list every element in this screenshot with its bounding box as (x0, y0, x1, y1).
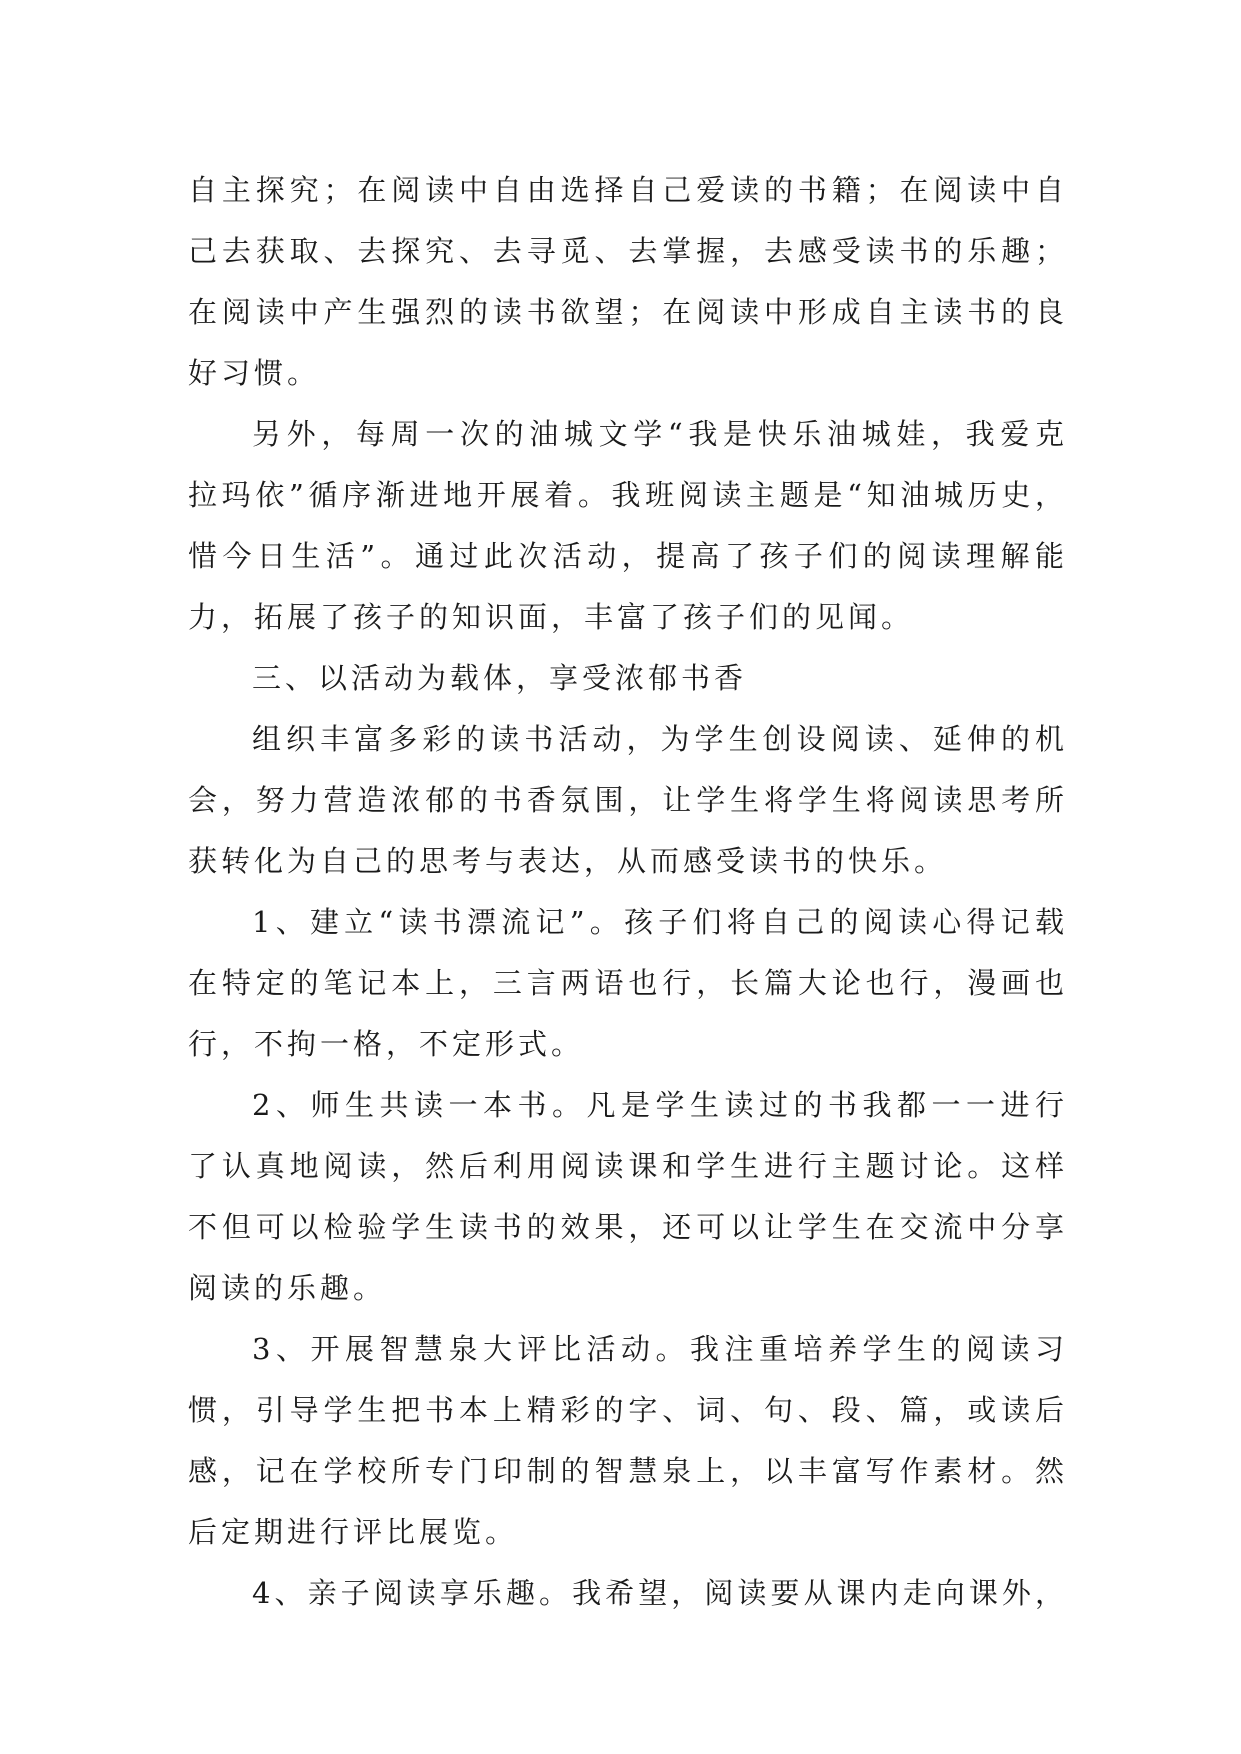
paragraph-2 (188, 404, 1068, 648)
text-line: 2、师生共读一本书。凡是学生读过的书我都一一进行 (252, 1088, 1068, 1122)
text-line: 另外，每周一次的油城文学“我是快乐油城娃，我爱克 (252, 417, 1068, 451)
section-heading (188, 648, 1068, 709)
text-line: 后定期进行评比展览。 (188, 1515, 519, 1549)
text-line: 了认真地阅读，然后利用阅读课和学生进行主题讨论。这样 (188, 1149, 1068, 1183)
text-line: 好习惯。 (188, 356, 321, 390)
list-item-2 (188, 1075, 1068, 1319)
text-line: 惯，引导学生把书本上精彩的字、词、句、段、篇，或读后 (188, 1393, 1068, 1427)
list-item-3 (188, 1319, 1068, 1563)
text-line: 拉玛依”循序渐进地开展着。我班阅读主题是“知油城历史， (188, 478, 1068, 512)
paragraph-3 (188, 709, 1068, 892)
text-line: 己去获取、去探究、去寻觅、去掌握，去感受读书的乐趣； (188, 234, 1068, 268)
paragraph-1 (188, 160, 1068, 404)
text-line: 在阅读中产生强烈的读书欲望；在阅读中形成自主读书的良 (188, 295, 1068, 329)
text-line: 组织丰富多彩的读书活动，为学生创设阅读、延伸的机 (252, 722, 1068, 756)
text-line: 行，不拘一格，不定形式。 (188, 1027, 585, 1061)
list-item-4 (188, 1563, 1068, 1624)
text-line: 阅读的乐趣。 (188, 1271, 387, 1305)
text-line: 力，拓展了孩子的知识面，丰富了孩子们的见闻。 (188, 600, 915, 634)
text-line: 获转化为自己的思考与表达，从而感受读书的快乐。 (188, 844, 948, 878)
text-line: 3、开展智慧泉大评比活动。我注重培养学生的阅读习 (252, 1332, 1068, 1366)
text-line: 自主探究；在阅读中自由选择自己爱读的书籍；在阅读中自 (188, 173, 1068, 207)
list-item-1 (188, 892, 1068, 1075)
text-line: 三、以活动为载体，享受浓郁书香 (252, 661, 748, 695)
text-line: 不但可以检验学生读书的效果，还可以让学生在交流中分享 (188, 1210, 1068, 1244)
document-body (188, 160, 1068, 1624)
text-line: 1、建立“读书漂流记”。孩子们将自己的阅读心得记载 (252, 905, 1068, 939)
text-line: 会，努力营造浓郁的书香氛围，让学生将学生将阅读思考所 (188, 783, 1068, 817)
text-line: 感，记在学校所专门印制的智慧泉上，以丰富写作素材。然 (188, 1454, 1068, 1488)
text-line: 在特定的笔记本上，三言两语也行，长篇大论也行，漫画也 (188, 966, 1068, 1000)
text-line: 惜今日生活”。通过此次活动，提高了孩子们的阅读理解能 (188, 539, 1068, 573)
text-line: 4、亲子阅读享乐趣。我希望，阅读要从课内走向课外， (252, 1576, 1068, 1610)
